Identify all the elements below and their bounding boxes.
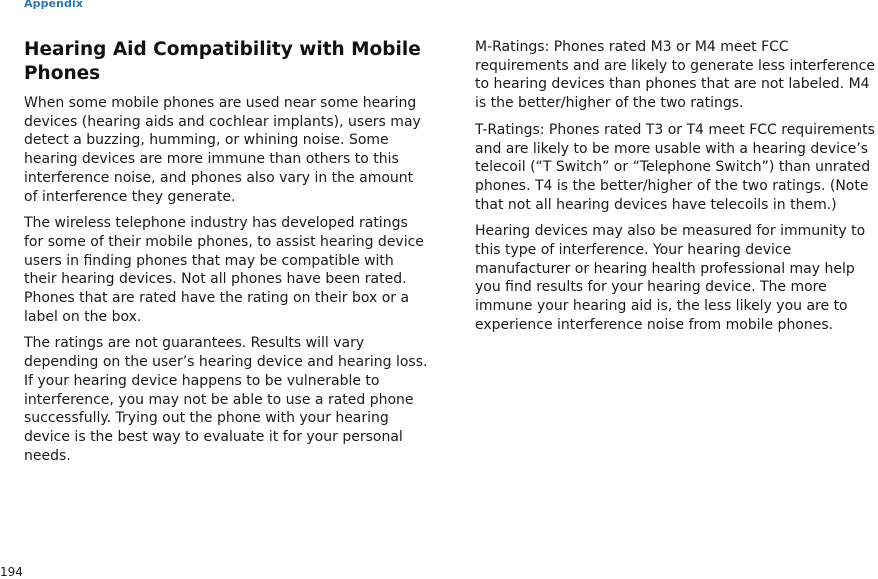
paragraph-immunity: Hearing devices may also be measured for immunity to this type of interference. Your hearing device manufacturer or hearing health professional may help you find results for your hearing device. The more immune your hearing aid is, the less likely you are to experience interference noise from mobile phones. — [475, 223, 866, 333]
right-column — [475, 38, 878, 343]
paragraph-m-ratings: M-Ratings: Phones rated M3 or M4 meet FCC requirements and are likely to generate less interference to hearing devices than phones that are not labeled. M4 is the better/higher of the two ratings. — [475, 39, 875, 112]
left-column — [24, 38, 428, 473]
paragraph-ratings-developed: The wireless telephone industry has developed ratings for some of their mobile phones, to assist hearing device users in finding phones that may be compatible with their hearing devices. Not all phones have been rated. Phones that are rated have the rating on their box or a label on the box. — [24, 215, 424, 325]
paragraph-t-ratings: T-Ratings: Phones rated T3 or T4 meet FCC requirements and are likely to be more usable with a hearing device’s telecoil (“T Switch” or “Telephone Switch”) than unrated phones. T4 is the better/higher of the two ratings. (Note that not all hearing devices have telecoils in them.) — [475, 121, 875, 213]
page-title: Hearing Aid Compatibility with Mobile Phones — [24, 39, 421, 84]
paragraph-ratings-not-guaranteed: The ratings are not guarantees. Results will vary depending on the user’s hearing device and hearing loss. If your hearing device happens to be vulnerable to interference, you may not be able to use a rated phone successfully. Trying out the phone with your hearing device is the best way to evaluate it for your personal needs. — [24, 335, 428, 464]
page-number: 194 — [0, 565, 23, 579]
paragraph-interference-intro: When some mobile phones are used near some hearing devices (hearing aids and cochlear implants), users may detect a buzzing, humming, or whining noise. Some hearing devices are more immune than others to this interference noise, and phones also vary in the amount of interference they generate. — [24, 95, 421, 205]
section-header: Appendix — [24, 0, 84, 10]
